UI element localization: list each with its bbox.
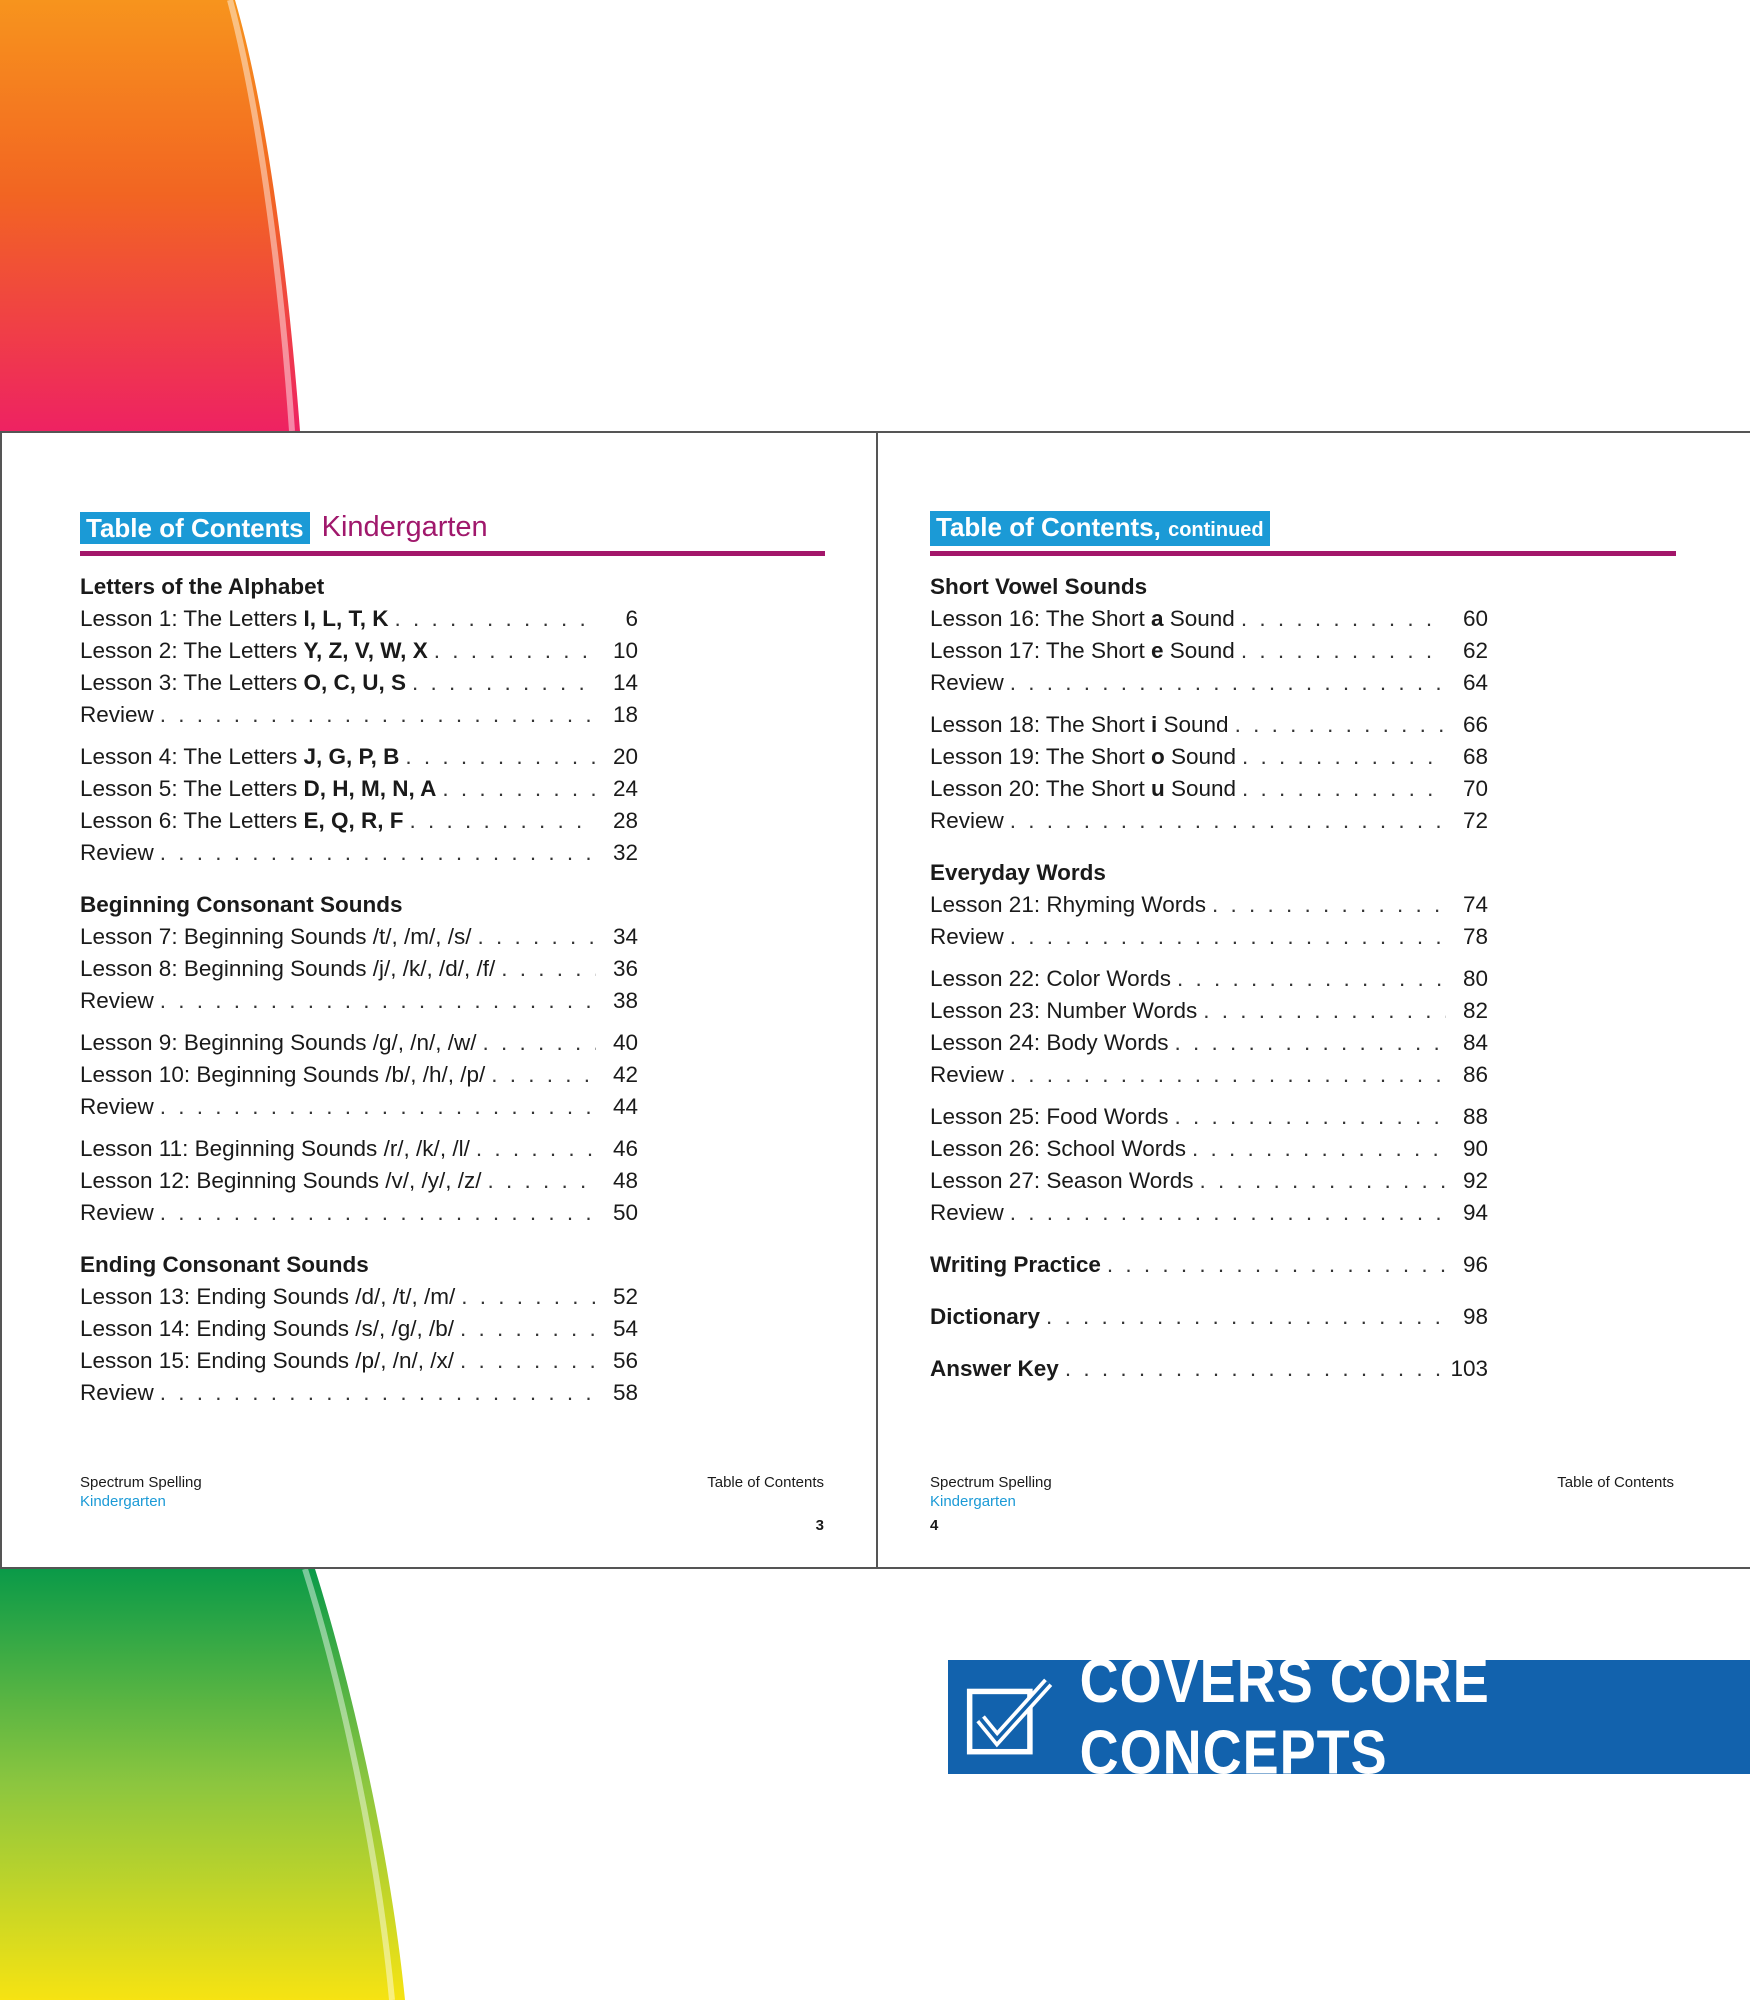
entry-text: Lesson 8: Beginning Sounds /j/, /k/, /d/, /f/	[80, 956, 496, 981]
section-title: Short Vowel Sounds	[930, 574, 1148, 599]
dot-leader	[160, 1197, 596, 1229]
dot-leader	[1242, 773, 1446, 805]
entry-label	[80, 1091, 154, 1123]
entry-text: Lesson 9: Beginning Sounds /g/, /n/, /w/	[80, 1030, 477, 1055]
toc-entry	[80, 1377, 638, 1409]
dot-leader	[460, 1345, 596, 1377]
entry-text: Lesson 21: Rhyming Words	[930, 892, 1206, 917]
toc-entry	[930, 1101, 1488, 1133]
toc-entry	[80, 1197, 638, 1229]
entry-bold-text: e	[1150, 638, 1164, 663]
entry-label	[80, 1133, 470, 1165]
entry-label	[80, 635, 428, 667]
entry-label	[80, 805, 404, 837]
entry-text-suffix: Sound	[1163, 606, 1235, 631]
entry-page: 60	[1462, 606, 1488, 631]
section-title: Letters of the Alphabet	[80, 574, 325, 599]
entry-label	[80, 699, 154, 731]
dot-leader	[477, 921, 596, 953]
checkmark-icon	[966, 1673, 1054, 1761]
entry-page: 64	[1462, 670, 1488, 695]
dot-leader	[1010, 667, 1446, 699]
dot-leader	[1174, 1101, 1446, 1133]
entry-text: Lesson 24: Body Words	[930, 1030, 1169, 1055]
entry-text: Lesson 1: The Letters	[80, 606, 304, 631]
dot-leader	[405, 741, 596, 773]
entry-text: Lesson 27: Season Words	[930, 1168, 1194, 1193]
entry-page: 20	[612, 744, 638, 769]
footer-series: Spectrum Spelling	[930, 1474, 1052, 1491]
toc-entry	[80, 699, 638, 731]
entry-text: Lesson 17: The Short	[930, 638, 1151, 663]
dot-leader	[1235, 709, 1446, 741]
toc-entry	[80, 985, 638, 1017]
entry-bold-text: D, H, M, N, A	[303, 776, 437, 801]
group-gap	[930, 699, 1488, 709]
entry-label	[80, 603, 389, 635]
toc-entry	[80, 1059, 638, 1091]
entry-page: 74	[1462, 892, 1488, 917]
entry-bold-text: J, G, P, B	[303, 744, 400, 769]
entry-text-suffix: Sound	[1157, 712, 1229, 737]
entry-page: 84	[1462, 1030, 1488, 1055]
entry-page: 36	[612, 956, 638, 981]
entry-page: 90	[1462, 1136, 1488, 1161]
entry-label	[930, 921, 1004, 953]
toc-entry	[80, 953, 638, 985]
entry-label	[80, 1059, 485, 1091]
entry-page: 46	[612, 1136, 638, 1161]
dot-leader	[1242, 741, 1446, 773]
entry-page: 44	[612, 1094, 638, 1119]
entry-label	[930, 741, 1236, 773]
toc-entry	[930, 1301, 1488, 1333]
grade-heading: Kindergarten	[321, 511, 488, 543]
dot-leader	[434, 635, 596, 667]
entry-label: Writing Practice	[930, 1252, 1101, 1277]
entry-bold-text: O, C, U, S	[303, 670, 406, 695]
entry-label	[80, 1197, 154, 1229]
entry-page: 72	[1462, 808, 1488, 833]
entry-label	[80, 1027, 477, 1059]
toc-entry	[930, 1197, 1488, 1229]
entry-label	[80, 1345, 454, 1377]
entry-text: Review	[80, 840, 154, 865]
entry-bold-text: Y, Z, V, W, X	[303, 638, 428, 663]
toc-entry	[930, 635, 1488, 667]
toc-entry	[930, 773, 1488, 805]
entry-label	[930, 1165, 1194, 1197]
group-gap	[80, 731, 638, 741]
entry-text: Lesson 11: Beginning Sounds /r/, /k/, /l/	[80, 1136, 470, 1161]
toc-label: Table of Contents	[80, 512, 310, 544]
entry-text: Review	[930, 1062, 1004, 1087]
entry-page: 42	[612, 1062, 638, 1087]
section-title: Everyday Words	[930, 860, 1106, 885]
entry-bold-text: I, L, T, K	[303, 606, 389, 631]
dot-leader	[160, 1091, 596, 1123]
dot-leader	[160, 837, 596, 869]
entry-label	[930, 667, 1004, 699]
entry-label	[930, 1059, 1004, 1091]
entry-bold-text: o	[1150, 744, 1165, 769]
dot-leader	[1212, 889, 1446, 921]
footer-left	[80, 1473, 202, 1511]
entry-text: Lesson 15: Ending Sounds /p/, /n/, /x/	[80, 1348, 454, 1373]
entry-label	[930, 1133, 1186, 1165]
entry-page: 70	[1462, 776, 1488, 801]
dot-leader	[488, 1165, 597, 1197]
dot-leader	[1046, 1301, 1446, 1333]
dot-leader	[1177, 963, 1446, 995]
dot-leader	[491, 1059, 596, 1091]
toc-entry	[80, 837, 638, 869]
entry-page: 80	[1462, 966, 1488, 991]
entry-text: Lesson 23: Number Words	[930, 998, 1198, 1023]
dot-leader	[1010, 921, 1446, 953]
entry-text: Lesson 3: The Letters	[80, 670, 304, 695]
entry-text: Lesson 14: Ending Sounds /s/, /g/, /b/	[80, 1316, 454, 1341]
entry-label	[80, 985, 154, 1017]
entry-label	[80, 1165, 482, 1197]
dot-leader	[160, 1377, 596, 1409]
group-gap	[80, 1123, 638, 1133]
toc-entry	[930, 1059, 1488, 1091]
entry-text: Review	[930, 924, 1004, 949]
entry-page: 38	[612, 988, 638, 1013]
entry-text: Review	[930, 670, 1004, 695]
dot-leader	[1010, 1197, 1446, 1229]
right-page	[876, 433, 1750, 1567]
toc-entry	[80, 1133, 638, 1165]
toc-entry	[80, 1313, 638, 1345]
toc-entry	[930, 709, 1488, 741]
entry-text: Review	[80, 702, 154, 727]
entry-text: Lesson 22: Color Words	[930, 966, 1171, 991]
toc-entry	[80, 1027, 638, 1059]
toc-entry	[80, 635, 638, 667]
entry-text: Lesson 25: Food Words	[930, 1104, 1169, 1129]
entry-label: Dictionary	[930, 1304, 1041, 1329]
entry-text-suffix: Sound	[1164, 776, 1237, 801]
entry-text: Review	[930, 808, 1004, 833]
entry-page: 56	[612, 1348, 638, 1373]
toc-entry	[80, 1281, 638, 1313]
entry-page: 66	[1462, 712, 1488, 737]
toc-entry	[80, 667, 638, 699]
entry-bold-text: i	[1150, 712, 1158, 737]
entry-text: Lesson 10: Beginning Sounds /b/, /h/, /p/	[80, 1062, 486, 1087]
toc-entry	[80, 741, 638, 773]
toc-heading	[80, 511, 488, 544]
book-spread	[0, 431, 1750, 1569]
entry-text: Lesson 26: School Words	[930, 1136, 1186, 1161]
toc-list	[930, 571, 1488, 1385]
dot-leader	[1241, 603, 1446, 635]
entry-page: 54	[612, 1316, 638, 1341]
entry-text: Lesson 18: The Short	[930, 712, 1151, 737]
entry-page: 48	[612, 1168, 638, 1193]
group-gap	[930, 1091, 1488, 1101]
entry-text: Review	[80, 1094, 154, 1119]
entry-label	[930, 889, 1206, 921]
entry-page: 52	[612, 1284, 638, 1309]
entry-label	[80, 953, 495, 985]
entry-label	[80, 741, 399, 773]
toc-entry	[930, 921, 1488, 953]
section-title: Ending Consonant Sounds	[80, 1252, 369, 1277]
entry-text: Lesson 7: Beginning Sounds /t/, /m/, /s/	[80, 924, 472, 949]
toc-entry	[930, 1027, 1488, 1059]
entry-text: Lesson 19: The Short	[930, 744, 1151, 769]
dot-leader	[395, 603, 597, 635]
toc-entry	[930, 603, 1488, 635]
entry-page: 68	[1462, 744, 1488, 769]
section-title: Beginning Consonant Sounds	[80, 892, 403, 917]
entry-page: 24	[612, 776, 638, 801]
entry-page: 50	[612, 1200, 638, 1225]
heading-rule	[930, 551, 1676, 556]
entry-page: 88	[1462, 1104, 1488, 1129]
dot-leader	[461, 1281, 596, 1313]
entry-page: 62	[1462, 638, 1488, 663]
footer-left	[930, 1473, 1052, 1511]
footer-section: Table of Contents	[1557, 1474, 1674, 1491]
entry-text: Review	[80, 1380, 154, 1405]
toc-entry	[930, 963, 1488, 995]
entry-label	[80, 667, 406, 699]
entry-text: Lesson 6: The Letters	[80, 808, 304, 833]
footer-grade: Kindergarten	[80, 1493, 166, 1510]
entry-page: 34	[612, 924, 638, 949]
entry-text: Lesson 12: Beginning Sounds /v/, /y/, /z/	[80, 1168, 482, 1193]
entry-page: 98	[1462, 1304, 1488, 1329]
toc-entry	[80, 805, 638, 837]
entry-page: 78	[1462, 924, 1488, 949]
entry-page: 86	[1462, 1062, 1488, 1087]
entry-label	[80, 773, 436, 805]
entry-text: Review	[930, 1200, 1004, 1225]
entry-text: Lesson 16: The Short	[930, 606, 1151, 631]
dot-leader	[442, 773, 596, 805]
section-gap	[930, 1333, 1488, 1353]
footer-series: Spectrum Spelling	[80, 1474, 202, 1491]
entry-page: 96	[1462, 1252, 1488, 1277]
dot-leader	[476, 1133, 596, 1165]
toc-entry	[930, 1249, 1488, 1281]
entry-page: 14	[612, 670, 638, 695]
section-gap	[930, 837, 1488, 857]
entry-label	[930, 1197, 1004, 1229]
entry-text: Lesson 2: The Letters	[80, 638, 304, 663]
dot-leader	[160, 985, 596, 1017]
toc-entry	[930, 805, 1488, 837]
section-gap	[80, 1229, 638, 1249]
entry-page: 10	[612, 638, 638, 663]
toc-entry	[80, 603, 638, 635]
entry-text: Review	[80, 988, 154, 1013]
entry-label	[930, 1101, 1168, 1133]
toc-entry	[930, 1165, 1488, 1197]
entry-page: 82	[1462, 998, 1488, 1023]
toc-heading	[930, 511, 1270, 546]
entry-label	[80, 1313, 454, 1345]
entry-page: 18	[612, 702, 638, 727]
toc-entry	[80, 1165, 638, 1197]
toc-label-main: Table of Contents,	[936, 512, 1161, 542]
entry-bold-text: a	[1150, 606, 1164, 631]
entry-text: Lesson 20: The Short	[930, 776, 1151, 801]
toc-entry	[80, 773, 638, 805]
dot-leader	[410, 805, 597, 837]
group-gap	[80, 1017, 638, 1027]
dot-leader	[1192, 1133, 1446, 1165]
entry-label	[80, 1377, 154, 1409]
dot-leader	[412, 667, 596, 699]
entry-page: 103	[1450, 1356, 1488, 1381]
entry-page: 94	[1462, 1200, 1488, 1225]
toc-entry	[930, 667, 1488, 699]
entry-text: Lesson 13: Ending Sounds /d/, /t/, /m/	[80, 1284, 456, 1309]
entry-page: 6	[625, 606, 638, 631]
covers-core-concepts-badge	[948, 1646, 1750, 1788]
entry-text-suffix: Sound	[1163, 638, 1235, 663]
toc-label-suffix: continued	[1168, 519, 1264, 541]
toc-entry	[80, 1091, 638, 1123]
toc-entry	[930, 889, 1488, 921]
entry-label	[80, 921, 471, 953]
section-gap	[930, 1281, 1488, 1301]
entry-label	[930, 995, 1197, 1027]
entry-label	[930, 709, 1229, 741]
entry-bold-text: E, Q, R, F	[303, 808, 404, 833]
dot-leader	[1010, 805, 1446, 837]
dot-leader	[1241, 635, 1446, 667]
section-gap	[80, 869, 638, 889]
entry-page: 40	[612, 1030, 638, 1055]
dot-leader	[1203, 995, 1446, 1027]
left-page	[0, 433, 876, 1567]
dot-leader	[160, 699, 596, 731]
dot-leader	[1200, 1165, 1447, 1197]
entry-label	[930, 603, 1235, 635]
toc-entry	[80, 1345, 638, 1377]
dot-leader	[460, 1313, 596, 1345]
entry-text-suffix: Sound	[1164, 744, 1237, 769]
heading-rule	[80, 551, 825, 556]
entry-label	[80, 837, 154, 869]
entry-page: 92	[1462, 1168, 1488, 1193]
footer-section: Table of Contents	[707, 1474, 824, 1491]
page-number: 3	[815, 1517, 824, 1534]
toc-entry	[80, 921, 638, 953]
badge-text: COVERS CORE CONCEPTS	[1079, 1646, 1490, 1788]
section-gap	[930, 1229, 1488, 1249]
entry-text: Review	[80, 1200, 154, 1225]
entry-page: 32	[612, 840, 638, 865]
dot-leader	[501, 953, 596, 985]
entry-bold-text: u	[1150, 776, 1165, 801]
entry-text: Lesson 5: The Letters	[80, 776, 304, 801]
entry-label	[930, 963, 1171, 995]
toc-entry	[930, 995, 1488, 1027]
entry-text: Lesson 4: The Letters	[80, 744, 304, 769]
entry-label	[80, 1281, 455, 1313]
entry-label	[930, 773, 1236, 805]
dot-leader	[1174, 1027, 1446, 1059]
toc-label	[930, 511, 1270, 546]
dot-leader	[1065, 1353, 1445, 1385]
entry-label: Answer Key	[930, 1356, 1059, 1381]
entry-label	[930, 635, 1235, 667]
dot-leader	[1010, 1059, 1446, 1091]
toc-list	[80, 571, 638, 1409]
entry-page: 58	[612, 1380, 638, 1405]
entry-label	[930, 1027, 1168, 1059]
entry-page: 28	[612, 808, 638, 833]
dot-leader	[1107, 1249, 1446, 1281]
toc-entry	[930, 1133, 1488, 1165]
toc-entry	[930, 741, 1488, 773]
page-number: 4	[930, 1517, 939, 1534]
group-gap	[930, 953, 1488, 963]
entry-label	[930, 805, 1004, 837]
dot-leader	[483, 1027, 596, 1059]
toc-entry	[930, 1353, 1488, 1385]
footer-grade: Kindergarten	[930, 1493, 1016, 1510]
